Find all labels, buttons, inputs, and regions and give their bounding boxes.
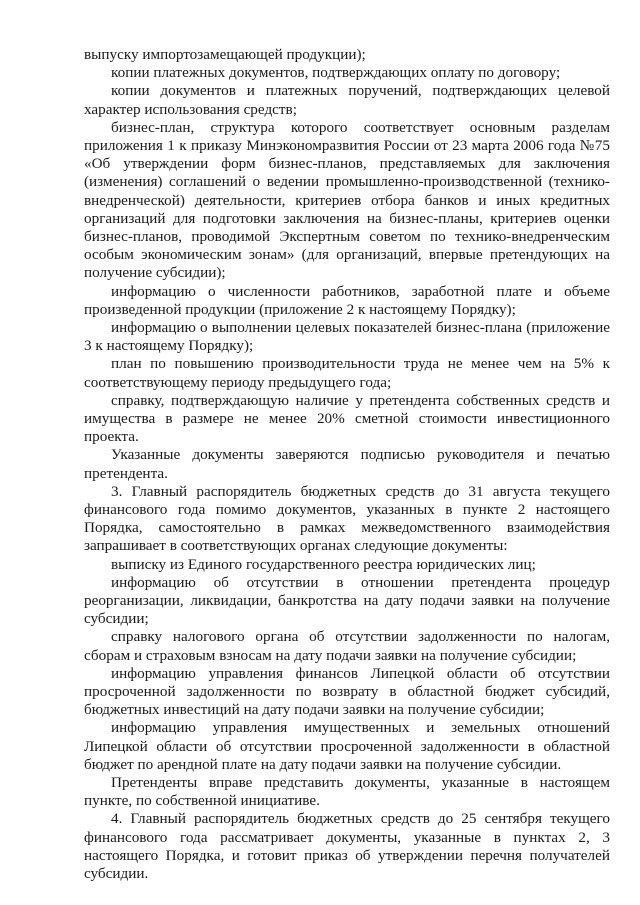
text-line: финансового года рассматривает документы, указанные в пунктах 2, 3 [84,828,610,846]
text-line: информацию управления имущественных и земельных отношений [111,719,610,737]
text-line: субсидии. [84,865,149,882]
text-line: бизнес-план, структура которого соответствует основным разделам [111,118,610,136]
text-line: просроченной задолженности по возврату в областной бюджет субсидий, [84,683,610,700]
text-line: (изменения) соглашений о ведении промышленно-производственной (технико- [84,173,610,191]
text-line: бюджетных инвестиций на дату подачи заявки на получение субсидии; [84,701,545,719]
text-line: имущества в размере не менее 20% сметной стоимости инвестиционного [84,410,610,427]
text-line: получение субсидии); [84,264,226,282]
text-line: информацию о выполнении целевых показателей бизнес-плана (приложение [111,319,610,336]
text-line: особым экономическим зонам» (для организаций, впервые претендующих на [84,246,610,264]
text-line: выпуску импортозамещающей продукции); [84,46,366,63]
text-line: пункте, по собственной инициативе. [84,792,320,810]
text-line: 3 к настоящему Порядку); [84,337,254,355]
text-line: реорганизации, ликвидации, банкротства на дату подачи заявки на получение [84,592,610,609]
text-line: сборам и страховым взносам на дату подачи заявки на получение субсидии; [84,646,577,664]
text-line: финансового года помимо документов, указанных в пункте 2 настоящего [84,501,610,518]
text-line: Указанные документы заверяются подписью руководителя и печатью [111,446,610,464]
text-line: претендента. [84,464,168,482]
text-line: Липецкой области об отсутствии просроченной задолженности в областной [84,737,610,755]
text-line: бюджет по арендной плате на дату подачи заявки на получение субсидии. [84,755,562,773]
text-line: Претенденты вправе представить документы, указанные в настоящем [111,774,610,791]
text-line: соответствующему периоду предыдущего года; [84,373,392,391]
text-line: «Об утверждении форм бизнес-планов, представляемых для заключения [84,155,610,173]
text-line: информацию управления финансов Липецкой области об отсутствии [111,664,610,682]
text-line: 3. Главный распорядитель бюджетных средств до 31 августа текущего [111,482,610,500]
text-line: настоящего Порядка, и готовит приказ об утверждении перечня получателей [84,846,610,864]
text-line: информацию о численности работников, заработной плате и объеме [111,282,610,300]
text-line: копии платежных документов, подтверждающих оплату по договору; [111,64,561,82]
text-line: произведенной продукции (приложение 2 к настоящему Порядку); [84,300,516,318]
text-line: план по повышению производительности труда не менее чем на 5% к [111,355,610,373]
text-line: 4. Главный распорядитель бюджетных средств до 25 сентября текущего [111,810,610,828]
text-line: копии документов и платежных поручений, подтверждающих целевой [111,82,610,100]
text-line: организаций для подготовки заключения на бизнес-планы, критериев оценки [84,209,610,227]
text-line: проекта. [84,428,139,446]
text-line: выписку из Единого государственного реестра юридических лиц; [111,555,536,573]
text-line: бизнес-планов, проводимой Экспертным советом по технико-внедренческим [84,228,610,245]
text-line: справку, подтверждающую наличие у претендента собственных средств и [111,391,610,409]
text-line: характер использования средств; [84,100,297,118]
text-line: приложения 1 к приказу Минэкономразвития России от 23 марта 2006 года №75 [84,137,610,154]
text-line: запрашивает в соответствующих органах следующие документы: [84,537,508,555]
text-line: информацию об отсутствии в отношении претендента процедур [111,573,610,591]
text-line: Порядка, самостоятельно в рамках межведомственного взаимодействия [84,519,610,537]
text-line: внедренческой) деятельности, критериев отбора банков и иных кредитных [84,191,610,209]
text-line: справку налогового органа об отсутствии задолженности по налогам, [111,628,610,646]
text-line: субсидии; [84,610,149,628]
